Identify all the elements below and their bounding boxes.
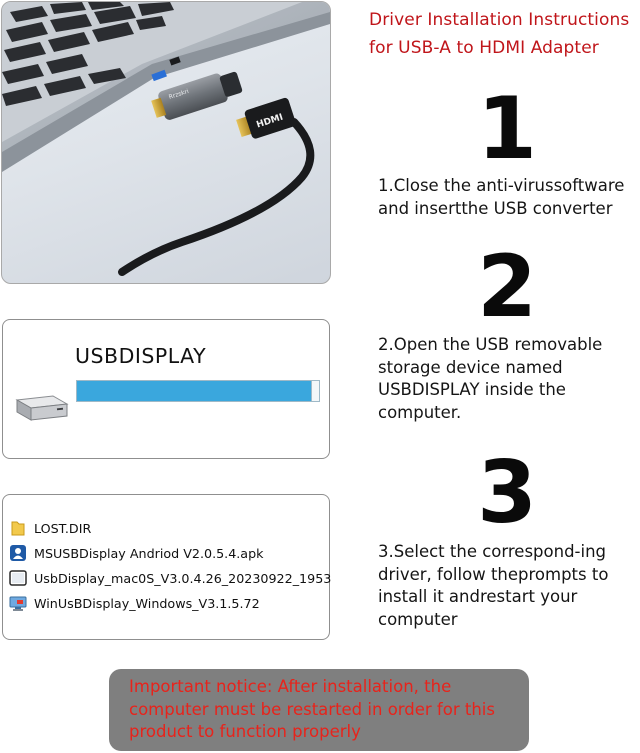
page-title	[369, 6, 639, 62]
step-3-line: computer	[378, 609, 458, 629]
step-3-text	[378, 541, 608, 631]
step-1-number: 1	[477, 79, 537, 179]
step-3-number: 3	[477, 443, 537, 543]
step-1-line: and insertthe USB converter	[378, 198, 613, 218]
file-name: UsbDisplay_mac0S_V3.0.4.26_20230922_1953	[34, 570, 332, 586]
notice-text	[129, 676, 524, 744]
step-2-number: 2	[477, 237, 537, 337]
mac-app-icon	[9, 569, 27, 587]
file-item[interactable]	[9, 542, 263, 564]
file-item[interactable]	[9, 592, 260, 614]
step-2-line: storage device named	[378, 357, 563, 377]
file-name: MSUSBDisplay Andriod V2.0.5.4.apk	[34, 545, 264, 561]
hard-drive-icon	[13, 390, 69, 428]
notice-line: product to function properly	[129, 722, 361, 741]
file-item[interactable]	[9, 567, 331, 589]
adapter-brand: Rrzskri	[167, 87, 190, 101]
drive-usage-bar	[76, 380, 320, 402]
file-item[interactable]	[9, 517, 91, 539]
step-2-text	[378, 334, 602, 424]
title-line-1: Driver Installation Instructions	[369, 10, 630, 30]
important-notice	[109, 669, 529, 751]
laptop-adapter-illustration	[2, 2, 330, 283]
step-3-line: driver, follow theprompts to	[378, 564, 609, 584]
notice-line: Important notice: After installation, the	[129, 677, 452, 696]
step-2-line: USBDISPLAY inside the	[378, 380, 566, 399]
step-1-line: 1.Close the anti-virussoftware	[378, 176, 625, 195]
product-photo	[1, 1, 331, 284]
usb-drive-card[interactable]	[2, 319, 330, 459]
drive-usage-free	[311, 381, 319, 401]
step-3-line: install it andrestart your	[378, 587, 578, 606]
title-line-2: for USB-A to HDMI Adapter	[369, 38, 599, 58]
file-list-card	[2, 494, 330, 640]
folder-icon	[9, 519, 27, 537]
drive-name: USBDISPLAY	[75, 344, 207, 368]
windows-installer-icon	[9, 594, 27, 612]
cable-label: HDMI	[255, 112, 285, 131]
step-1-text	[378, 175, 624, 220]
file-name: WinUsBDisplay_Windows_V3.1.5.72	[34, 595, 260, 611]
file-name: LOST.DIR	[34, 520, 92, 536]
step-2-line: 2.Open the USB removable	[378, 335, 603, 354]
step-3-line: 3.Select the correspond-ing	[378, 542, 607, 561]
step-2-line: computer.	[378, 402, 462, 422]
apk-icon	[9, 544, 27, 562]
notice-line: computer must be restarted in order for this	[129, 699, 495, 719]
